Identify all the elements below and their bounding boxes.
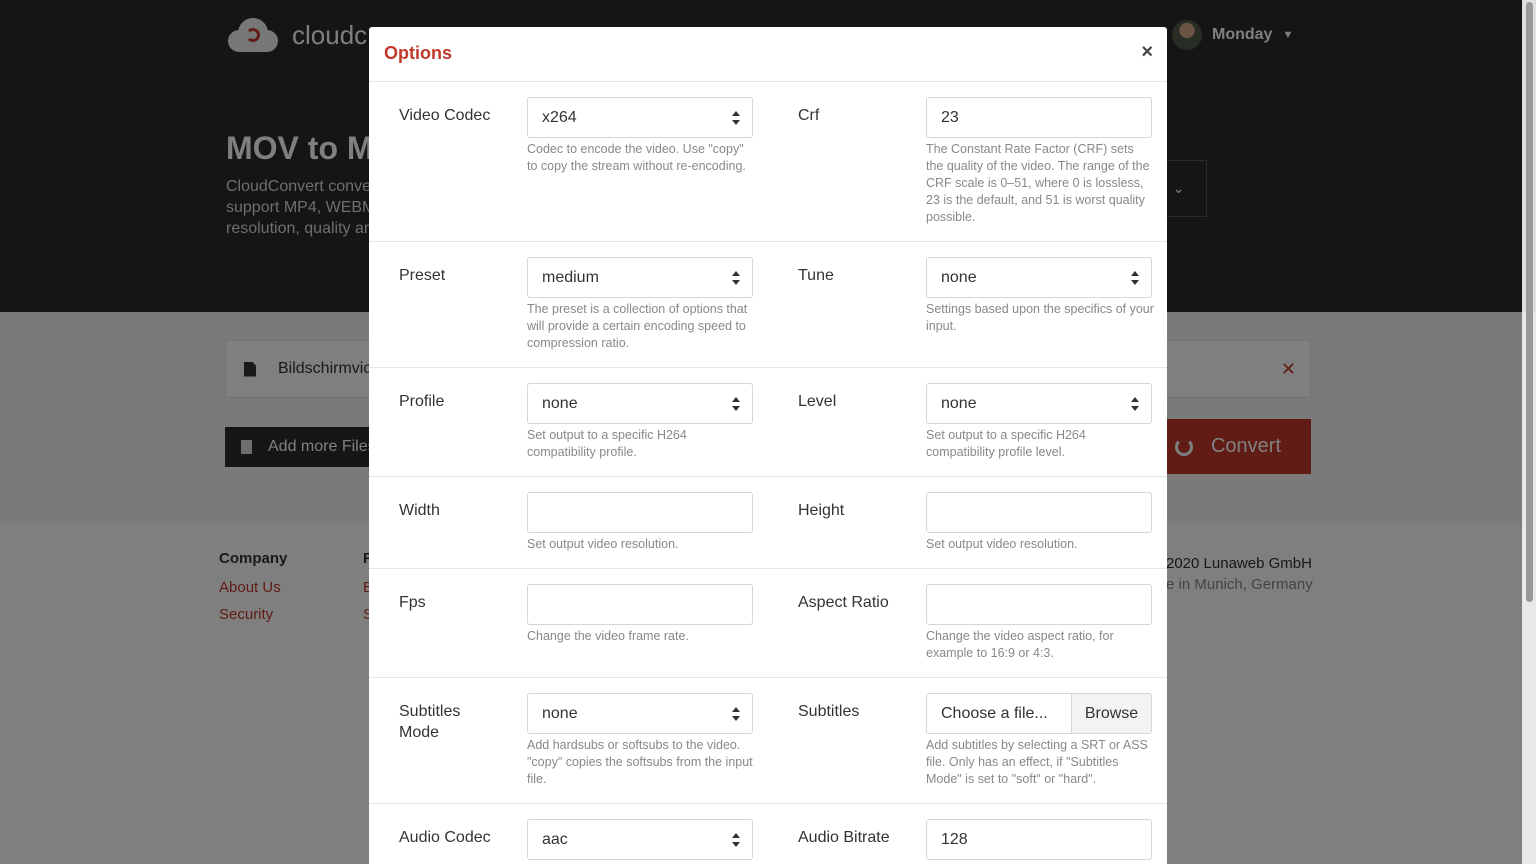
video-codec-label: Video Codec	[399, 107, 491, 124]
option-row	[369, 678, 1167, 804]
aspect-ratio-label: Aspect Ratio	[798, 594, 889, 611]
fps-input[interactable]	[527, 584, 753, 625]
preset-select[interactable]: medium	[527, 257, 753, 298]
close-icon[interactable]: ×	[1141, 41, 1153, 63]
select-arrows-icon	[732, 833, 740, 847]
width-label: Width	[399, 502, 440, 519]
subtitles-mode-help: Add hardsubs or softsubs to the video. "copy" copies the softsubs from the input file.	[527, 738, 753, 786]
tune-label: Tune	[798, 267, 834, 284]
subtitles-mode-select[interactable]: none	[527, 693, 753, 734]
width-help: Set output video resolution.	[527, 537, 679, 551]
option-row	[369, 569, 1167, 678]
select-arrows-icon	[732, 397, 740, 411]
profile-help: Set output to a specific H264 compatibility profile.	[527, 428, 687, 459]
crf-input[interactable]: 23	[926, 97, 1152, 138]
audio-codec-select[interactable]: aac	[527, 819, 753, 860]
profile-label: Profile	[399, 393, 445, 410]
audio-bitrate-input[interactable]: 128	[926, 819, 1152, 860]
option-row	[369, 368, 1167, 477]
preset-help: The preset is a collection of options that will provide a certain encoding speed to compression ratio.	[527, 302, 748, 350]
option-row	[369, 242, 1167, 368]
crf-help: The Constant Rate Factor (CRF) sets the quality of the video. The range of the CRF scale is 0–51, where 0 is lossless, 23 is the default, and 51 is worst quality possible.	[926, 142, 1150, 224]
subtitles-mode-label: Subtitles Mode	[399, 703, 461, 741]
modal-header	[369, 27, 1167, 82]
height-label: Height	[798, 502, 845, 519]
profile-select[interactable]: none	[527, 383, 753, 424]
level-select[interactable]: none	[926, 383, 1152, 424]
scrollbar-thumb[interactable]	[1526, 2, 1533, 602]
height-input[interactable]	[926, 492, 1152, 533]
option-row	[369, 82, 1167, 242]
video-codec-select[interactable]: x264	[527, 97, 753, 138]
width-input[interactable]	[527, 492, 753, 533]
scrollbar[interactable]	[1522, 0, 1536, 864]
aspect-ratio-input[interactable]	[926, 584, 1152, 625]
fps-label: Fps	[399, 594, 426, 611]
select-arrows-icon	[732, 271, 740, 285]
modal-title: Options	[384, 43, 452, 63]
video-codec-help: Codec to encode the video. Use "copy" to copy the stream without re-encoding.	[527, 142, 746, 173]
options-modal	[369, 27, 1167, 864]
select-arrows-icon	[732, 111, 740, 125]
fps-help: Change the video frame rate.	[527, 629, 689, 643]
level-help: Set output to a specific H264 compatibility profile level.	[926, 428, 1086, 459]
subtitles-label: Subtitles	[798, 703, 860, 720]
select-arrows-icon	[732, 707, 740, 721]
browse-button[interactable]: Browse	[1071, 694, 1151, 733]
select-arrows-icon	[1131, 271, 1139, 285]
subtitles-help: Add subtitles by selecting a SRT or ASS file. Only has an effect, if "Subtitles Mode" is set to "soft" or "hard".	[926, 738, 1148, 786]
preset-label: Preset	[399, 267, 446, 284]
select-arrows-icon	[1131, 397, 1139, 411]
file-input-placeholder: Choose a file...	[941, 704, 1048, 722]
option-row	[369, 804, 1167, 864]
aspect-ratio-help: Change the video aspect ratio, for example to 16:9 or 4:3.	[926, 629, 1114, 660]
height-help: Set output video resolution.	[926, 537, 1078, 551]
level-label: Level	[798, 393, 837, 410]
tune-select[interactable]: none	[926, 257, 1152, 298]
crf-label: Crf	[798, 107, 820, 124]
subtitles-file-input[interactable]	[926, 693, 1152, 734]
tune-help: Settings based upon the specifics of your input.	[926, 302, 1154, 333]
audio-bitrate-label: Audio Bitrate	[798, 829, 890, 846]
option-row	[369, 477, 1167, 569]
audio-codec-label: Audio Codec	[399, 829, 491, 846]
